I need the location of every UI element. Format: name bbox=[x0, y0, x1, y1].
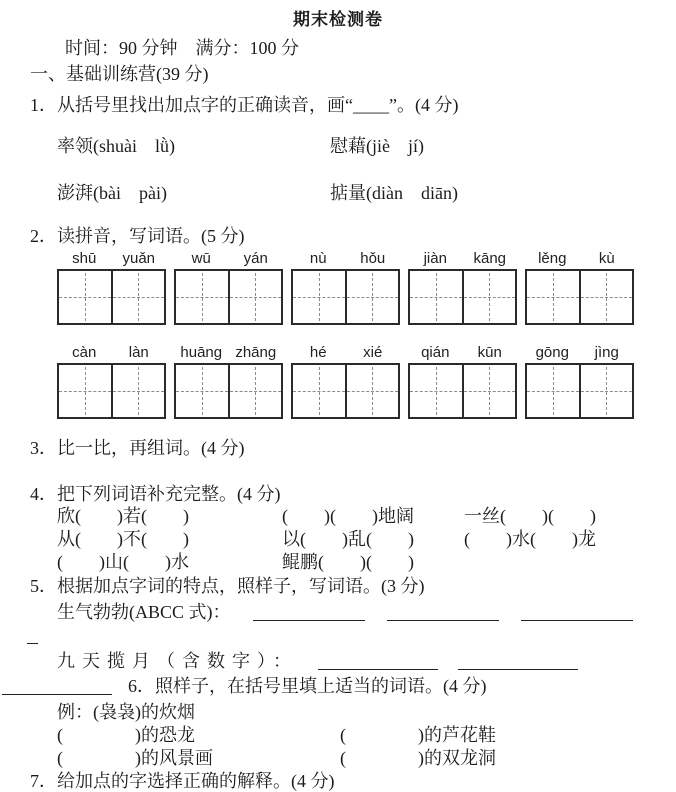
paren-fill-item: ( )的恐龙 bbox=[57, 725, 195, 745]
writing-cell bbox=[228, 271, 282, 323]
fill-word-row bbox=[57, 551, 676, 574]
fill-word-item: ( )山( )水 bbox=[57, 552, 189, 572]
pinyin-label: lěng bbox=[538, 250, 567, 267]
question-6-example: 例：(袅袅)的炊烟 bbox=[57, 702, 195, 722]
pinyin-label: kāng bbox=[473, 250, 507, 267]
writing-cell bbox=[111, 365, 165, 417]
pinyin-label: jìng bbox=[594, 344, 619, 361]
question-5 bbox=[30, 575, 676, 598]
writing-cell bbox=[410, 365, 462, 417]
question-5-text: 根据加点字词的特点，照样子，写词语。(3 分) bbox=[57, 576, 425, 596]
question-1-number: 1． bbox=[30, 95, 57, 115]
answer-blank bbox=[387, 605, 499, 621]
pinyin-writing-row-1 bbox=[57, 250, 634, 325]
pinyin-label: yuǎn bbox=[122, 250, 156, 267]
fill-word-row bbox=[57, 505, 676, 528]
wrapped-blank-line bbox=[27, 631, 676, 646]
pinyin-label: qián bbox=[421, 344, 450, 361]
fill-word-item: ( )( )地阔 bbox=[282, 506, 414, 526]
exam-meta-line: 时间：90 分钟 满分：100 分 bbox=[65, 38, 299, 58]
writing-cell bbox=[527, 365, 579, 417]
question-6-number: 6． bbox=[128, 676, 155, 696]
fill-word-item: 欣( )若( ) bbox=[57, 506, 189, 526]
pinyin-label: huāng bbox=[180, 344, 223, 361]
question-4 bbox=[30, 483, 676, 505]
pinyin-label: kù bbox=[598, 250, 615, 267]
question-6-items bbox=[57, 724, 676, 770]
pronunciation-item: 澎湃(bài pài) bbox=[57, 183, 167, 203]
writing-cell bbox=[527, 271, 579, 323]
pinyin-label: yán bbox=[243, 250, 268, 267]
pinyin-label: zhāng bbox=[235, 344, 277, 361]
question-1 bbox=[30, 94, 676, 116]
abcc-example-label: 生气勃勃(ABCC 式)： bbox=[57, 602, 231, 622]
paren-fill-row bbox=[57, 724, 676, 747]
word-box-group bbox=[525, 344, 634, 419]
answer-blank bbox=[521, 605, 633, 621]
paren-fill-item: ( )的风景画 bbox=[57, 748, 213, 768]
writing-cell bbox=[462, 365, 516, 417]
pinyin-label: càn bbox=[72, 344, 97, 361]
writing-box bbox=[57, 363, 166, 419]
question-5-abcc-line bbox=[57, 600, 676, 624]
writing-box bbox=[408, 269, 517, 325]
word-box-group bbox=[174, 344, 283, 419]
answer-blank bbox=[318, 654, 438, 670]
word-box-group bbox=[174, 250, 283, 325]
question-1-items bbox=[57, 135, 676, 204]
question-7-text: 给加点的字选择正确的解释。(4 分) bbox=[57, 771, 335, 791]
writing-box bbox=[291, 363, 400, 419]
paren-fill-row bbox=[57, 747, 676, 770]
writing-cell bbox=[228, 365, 282, 417]
fill-word-item bbox=[464, 551, 676, 574]
pinyin-label: jiàn bbox=[423, 250, 447, 267]
pronunciation-item: 率领(shuài lǜ) bbox=[57, 136, 175, 156]
writing-box bbox=[291, 269, 400, 325]
number-idiom-label: 九天揽月（含数字）： bbox=[57, 651, 298, 671]
writing-cell bbox=[345, 365, 399, 417]
question-6-text: 照样子，在括号里填上适当的词语。(4 分) bbox=[155, 676, 487, 696]
fill-word-item: 鲲鹏( )( ) bbox=[282, 552, 414, 572]
question-3 bbox=[30, 437, 676, 459]
pinyin-label: xié bbox=[363, 344, 383, 361]
fill-word-item: 一丝( )( ) bbox=[464, 506, 596, 526]
pronunciation-item: 掂量(diàn diān) bbox=[330, 183, 458, 203]
page-title: 期末检测卷 bbox=[293, 10, 383, 29]
word-box-group bbox=[291, 344, 400, 419]
paren-fill-item: ( )的双龙洞 bbox=[340, 748, 496, 768]
pinyin-label: gōng bbox=[535, 344, 569, 361]
writing-box bbox=[174, 363, 283, 419]
writing-box bbox=[525, 363, 634, 419]
pinyin-label: wū bbox=[191, 250, 211, 267]
writing-box bbox=[408, 363, 517, 419]
fill-word-item: ( )水( )龙 bbox=[464, 529, 596, 549]
answer-blank bbox=[27, 633, 38, 644]
writing-cell bbox=[410, 271, 462, 323]
writing-cell bbox=[579, 271, 633, 323]
pinyin-label: hǒu bbox=[360, 250, 386, 267]
pinyin-writing-row-2 bbox=[57, 344, 634, 419]
writing-cell bbox=[293, 365, 345, 417]
writing-cell bbox=[176, 365, 228, 417]
question-2-text: 读拼音，写词语。(5 分) bbox=[57, 226, 245, 246]
pinyin-label: hé bbox=[309, 344, 327, 361]
writing-cell bbox=[59, 365, 111, 417]
fill-word-item: 以( )乱( ) bbox=[282, 529, 414, 549]
question-3-text: 比一比，再组词。(4 分) bbox=[57, 438, 245, 458]
fill-word-item: 从( )不( ) bbox=[57, 529, 189, 549]
question-3-number: 3． bbox=[30, 438, 57, 458]
question-2 bbox=[30, 225, 676, 247]
writing-box bbox=[57, 269, 166, 325]
word-box-group bbox=[57, 344, 166, 419]
answer-blank bbox=[253, 605, 365, 621]
question-4-fill-items bbox=[57, 505, 676, 574]
pinyin-label: làn bbox=[128, 344, 149, 361]
writing-cell bbox=[111, 271, 165, 323]
pinyin-label: nù bbox=[309, 250, 327, 267]
word-box-group bbox=[408, 250, 517, 325]
writing-cell bbox=[579, 365, 633, 417]
pronunciation-item: 慰藉(jiè jí) bbox=[330, 136, 424, 156]
writing-cell bbox=[59, 271, 111, 323]
writing-cell bbox=[462, 271, 516, 323]
question-6 bbox=[0, 674, 676, 698]
word-box-group bbox=[57, 250, 166, 325]
writing-box bbox=[174, 269, 283, 325]
answer-blank bbox=[458, 654, 578, 670]
paren-fill-item: ( )的芦花鞋 bbox=[340, 725, 496, 745]
question-2-number: 2． bbox=[30, 226, 57, 246]
question-5-number-idiom-line bbox=[57, 648, 676, 674]
question-5-number: 5． bbox=[30, 576, 57, 596]
pinyin-label: kūn bbox=[477, 344, 502, 361]
question-4-text: 把下列词语补充完整。(4 分) bbox=[57, 484, 281, 504]
writing-cell bbox=[293, 271, 345, 323]
writing-cell bbox=[345, 271, 399, 323]
word-box-group bbox=[408, 344, 517, 419]
answer-blank bbox=[2, 679, 112, 695]
question-7-number: 7． bbox=[30, 771, 57, 791]
pinyin-label: shū bbox=[72, 250, 97, 267]
question-1-text: 从括号里找出加点字的正确读音，画“____”。(4 分) bbox=[57, 95, 459, 115]
fill-word-row bbox=[57, 528, 676, 551]
section-heading: 一、基础训练营(39 分) bbox=[30, 64, 209, 84]
word-box-group bbox=[291, 250, 400, 325]
writing-cell bbox=[176, 271, 228, 323]
question-4-number: 4． bbox=[30, 484, 57, 504]
question-7-cutoff bbox=[30, 770, 676, 792]
writing-box bbox=[525, 269, 634, 325]
word-box-group bbox=[525, 250, 634, 325]
